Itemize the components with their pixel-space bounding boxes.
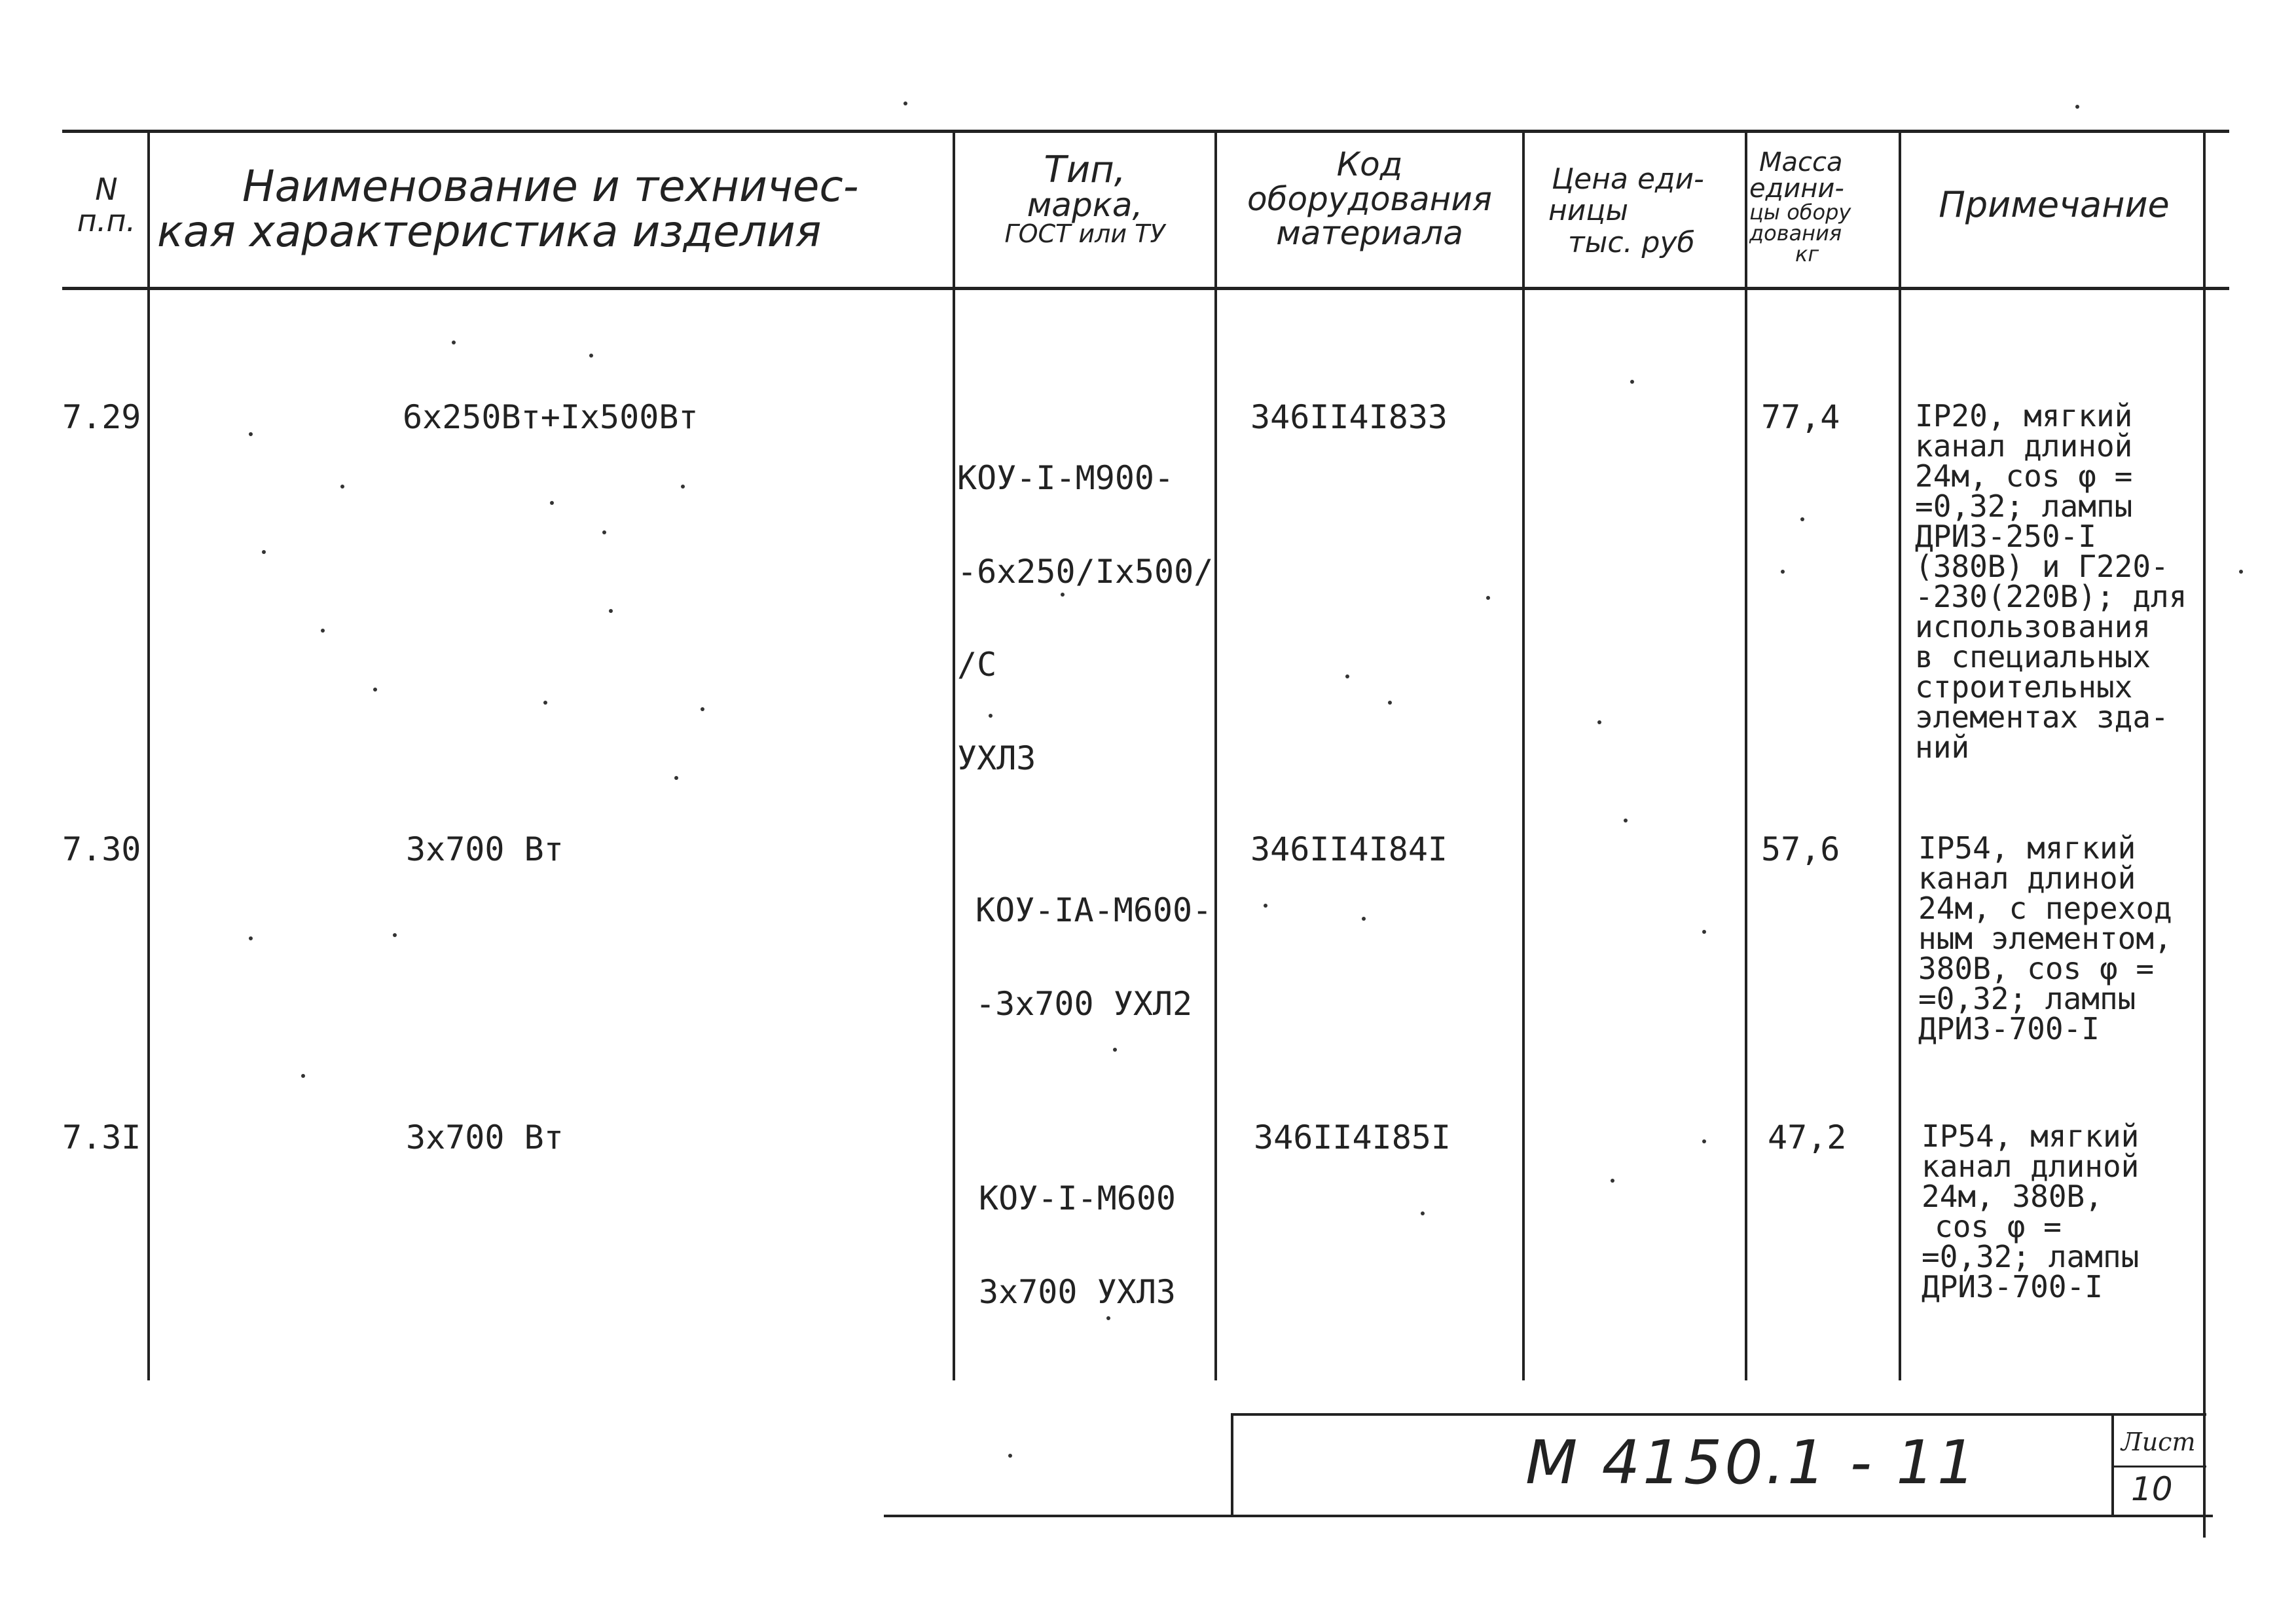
row-type-line: -3х700 УХЛ2 bbox=[975, 984, 1193, 1023]
scan-speck bbox=[2075, 105, 2079, 109]
header-note bbox=[1905, 184, 2203, 225]
row-type-line: УХЛ3 bbox=[957, 739, 1036, 777]
scan-speck bbox=[1624, 819, 1628, 822]
col-divider-2 bbox=[953, 130, 955, 1380]
scan-speck bbox=[1486, 596, 1490, 600]
header-mass-line: кг bbox=[1795, 242, 1819, 267]
scan-speck bbox=[1264, 904, 1267, 908]
row-name: 3х700 Вт bbox=[406, 1118, 564, 1156]
header-mass-line: едини- bbox=[1749, 174, 1844, 204]
scan-speck bbox=[1421, 1211, 1425, 1215]
scan-speck bbox=[1702, 930, 1706, 934]
row-note-line: =0,32; лампы bbox=[1915, 489, 2133, 524]
scan-speck bbox=[2239, 570, 2243, 574]
row-note-line: канал длиной bbox=[1918, 860, 2136, 896]
row-note-line: канал длиной bbox=[1915, 428, 2133, 464]
scan-speck bbox=[989, 714, 993, 718]
row-code: 346II4I85I bbox=[1254, 1118, 1451, 1156]
row-note-line: ний bbox=[1915, 729, 1970, 765]
scan-speck bbox=[701, 707, 704, 711]
row-note-line: IP54, мягкий bbox=[1922, 1118, 2140, 1154]
header-name bbox=[157, 161, 949, 257]
scan-speck bbox=[373, 688, 377, 692]
row-type bbox=[979, 1121, 1176, 1339]
row-num: 7.30 bbox=[62, 830, 141, 868]
scan-speck bbox=[903, 101, 907, 105]
scan-speck bbox=[1630, 380, 1634, 384]
row-note-line: =0,32; лампы bbox=[1922, 1239, 2140, 1274]
row-note-line: в специальных bbox=[1915, 639, 2151, 674]
header-mass-line: дования bbox=[1749, 221, 1842, 246]
row-note bbox=[1918, 830, 2172, 1046]
row-note bbox=[1915, 398, 2187, 765]
scan-speck bbox=[1362, 917, 1366, 921]
row-note-line: IP54, мягкий bbox=[1918, 830, 2136, 866]
header-name-line: Наименование и техничес- bbox=[242, 161, 859, 212]
scan-speck bbox=[1611, 1179, 1614, 1183]
scan-speck bbox=[1597, 720, 1601, 724]
table-top-border bbox=[62, 130, 2229, 133]
stamp-sheet-divider bbox=[2111, 1413, 2114, 1516]
row-code: 346II4I84I bbox=[1250, 830, 1448, 868]
row-note-line: 380В, cos φ = bbox=[1918, 951, 2155, 986]
row-name: 6х250Вт+Iх500Вт bbox=[403, 398, 699, 436]
row-note-line: ДРИЗ-250-I bbox=[1915, 519, 2096, 554]
row-code: 346II4I833 bbox=[1250, 398, 1448, 436]
header-note-line: Примечание bbox=[1939, 184, 2170, 225]
header-code-line: материала bbox=[1276, 214, 1463, 252]
row-note-line: ДРИЗ-700-I bbox=[1922, 1269, 2103, 1304]
row-type-line: КОУ-I-М600 bbox=[979, 1179, 1176, 1217]
scan-speck bbox=[602, 530, 606, 534]
stamp-top-border bbox=[1231, 1413, 2206, 1416]
stamp-left-border bbox=[1231, 1413, 1233, 1516]
scan-speck bbox=[393, 933, 397, 937]
header-mass bbox=[1749, 149, 1900, 265]
row-note-line: 24м, 380В, bbox=[1922, 1179, 2103, 1214]
row-type-line: 3х700 УХЛ3 bbox=[979, 1272, 1176, 1311]
scan-speck bbox=[1800, 517, 1804, 521]
header-num-line: п.п. bbox=[77, 203, 136, 239]
scan-speck bbox=[249, 936, 253, 940]
scan-speck bbox=[1781, 570, 1785, 574]
header-price-line: ницы bbox=[1548, 194, 1629, 228]
row-type bbox=[957, 401, 1213, 805]
col-divider-1 bbox=[147, 130, 150, 1380]
row-note-line: строительных bbox=[1915, 669, 2133, 705]
header-bottom-border bbox=[62, 287, 2229, 290]
row-note-line: cos φ = bbox=[1935, 1209, 2062, 1244]
header-num bbox=[65, 174, 147, 237]
scan-speck bbox=[1702, 1139, 1706, 1143]
header-type-line: ГОСТ или ТУ bbox=[1004, 219, 1165, 248]
row-note-line: ным элементом, bbox=[1918, 921, 2172, 956]
row-type-line: КОУ-IА-М600- bbox=[975, 891, 1212, 929]
scan-speck bbox=[1008, 1454, 1012, 1458]
row-num: 7.3I bbox=[62, 1118, 141, 1156]
col-divider-6 bbox=[1899, 130, 1901, 1380]
scan-speck bbox=[543, 701, 547, 705]
scan-speck bbox=[452, 341, 456, 344]
scan-speck bbox=[340, 485, 344, 489]
stamp-bottom-border bbox=[884, 1515, 2213, 1517]
col-divider-4 bbox=[1522, 130, 1525, 1380]
row-mass: 77,4 bbox=[1761, 398, 1840, 436]
scan-speck bbox=[1061, 593, 1065, 597]
sheet-label: Лист bbox=[2121, 1428, 2196, 1456]
header-price bbox=[1529, 164, 1745, 259]
row-note-line: 24м, с переход bbox=[1918, 891, 2172, 926]
row-mass: 47,2 bbox=[1768, 1118, 1847, 1156]
row-note-line: IP20, мягкий bbox=[1915, 398, 2133, 434]
row-type-line: КОУ-I-М900- bbox=[957, 459, 1175, 497]
row-note-line: использования bbox=[1915, 609, 2151, 644]
header-price-line: Цена еди- bbox=[1552, 162, 1704, 196]
row-note-line: 24м, cos φ = bbox=[1915, 458, 2133, 494]
document-code: М 4150.1 - 11 bbox=[1525, 1428, 1978, 1498]
sheet-number: 10 bbox=[2131, 1470, 2173, 1508]
header-type bbox=[957, 149, 1212, 248]
row-note-line: -230(220В); для bbox=[1915, 579, 2187, 614]
scan-speck bbox=[1106, 1316, 1110, 1320]
row-name: 3х700 Вт bbox=[406, 830, 564, 868]
row-type-line: /С bbox=[957, 646, 997, 684]
row-num: 7.29 bbox=[62, 398, 141, 436]
scan-speck bbox=[609, 609, 613, 613]
row-type bbox=[975, 833, 1212, 1051]
scan-speck bbox=[321, 629, 325, 633]
scan-speck bbox=[589, 354, 593, 358]
header-code-line: Код bbox=[1336, 145, 1403, 183]
col-divider-5 bbox=[1745, 130, 1747, 1380]
row-note-line: (380В) и Г220- bbox=[1915, 549, 2169, 584]
row-note-line: канал длиной bbox=[1922, 1149, 2140, 1184]
row-note bbox=[1922, 1118, 2140, 1304]
scan-speck bbox=[1345, 674, 1349, 678]
scan-speck bbox=[249, 432, 253, 436]
scan-speck bbox=[301, 1074, 305, 1078]
scan-speck bbox=[262, 550, 266, 554]
scan-speck bbox=[1388, 701, 1392, 705]
scan-speck bbox=[681, 485, 685, 489]
header-code bbox=[1219, 147, 1520, 251]
row-note-line: =0,32; лампы bbox=[1918, 981, 2136, 1016]
header-type-line: Тип, bbox=[1044, 149, 1126, 191]
stamp-sheet-line bbox=[2111, 1466, 2206, 1467]
row-note-line: ДРИЗ-700-I bbox=[1918, 1011, 2100, 1046]
scan-speck bbox=[674, 776, 678, 780]
header-code-line: оборудования bbox=[1247, 179, 1492, 218]
header-type-line: марка, bbox=[1027, 186, 1143, 224]
table-right-border bbox=[2203, 130, 2206, 1538]
row-note-line: элементах зда- bbox=[1915, 699, 2169, 735]
scan-speck bbox=[1113, 1048, 1117, 1052]
row-type-line: -6х250/Iх500/ bbox=[957, 552, 1214, 591]
header-mass-line: цы обору bbox=[1749, 200, 1851, 225]
scan-speck bbox=[550, 501, 554, 505]
header-name-line: кая характеристика изделия bbox=[157, 206, 822, 257]
row-mass: 57,6 bbox=[1761, 830, 1840, 868]
header-num-line: N bbox=[95, 172, 118, 207]
header-mass-line: Масса bbox=[1759, 147, 1843, 177]
col-divider-3 bbox=[1214, 130, 1217, 1380]
header-price-line: тыс. руб bbox=[1568, 225, 1695, 259]
